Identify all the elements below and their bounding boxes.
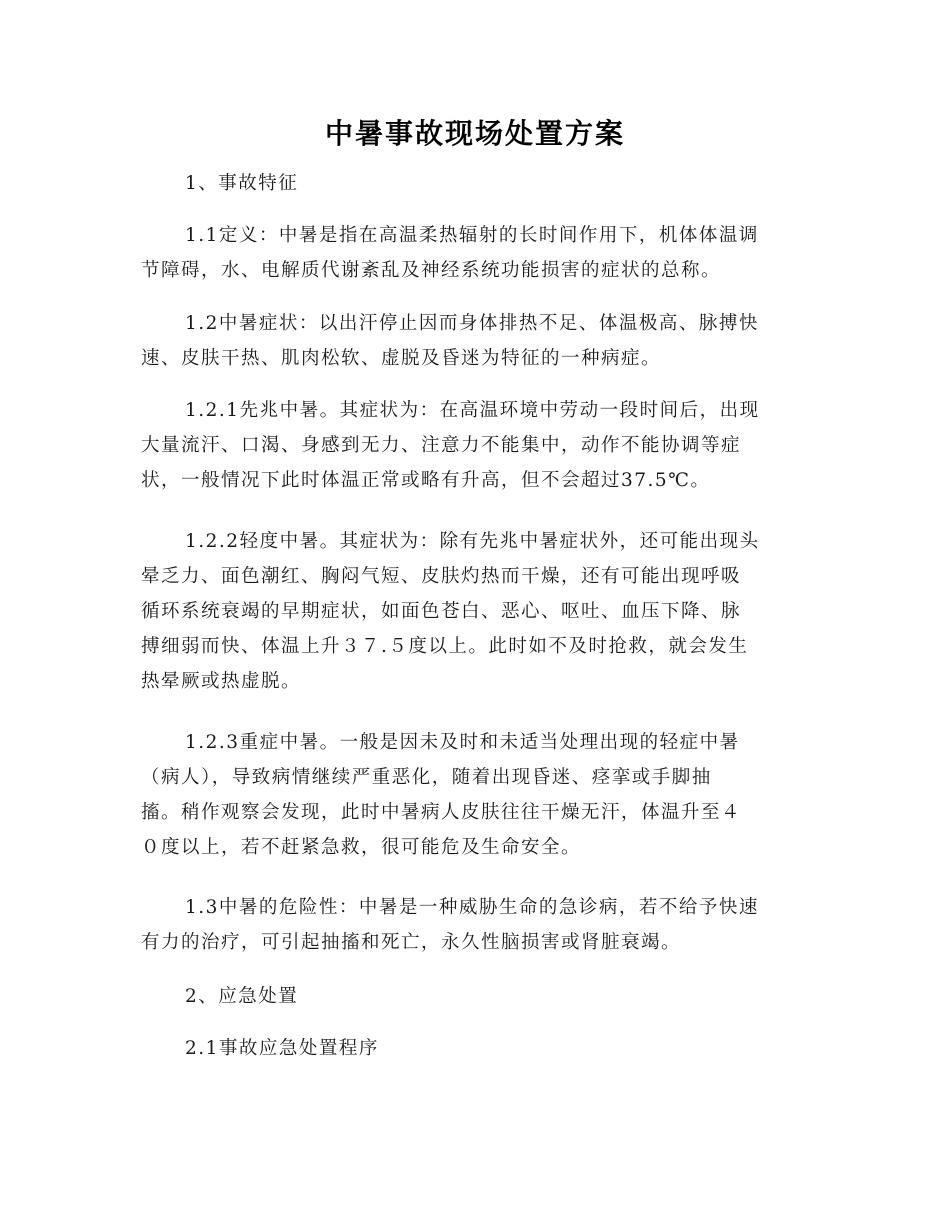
paragraph-line: 大量流汗、口渴、身感到无力、注意力不能集中，动作不能协调等症 xyxy=(141,435,742,456)
paragraph-1-2-2 xyxy=(141,524,811,699)
section-heading-2: 2、应急处置 xyxy=(185,986,299,1007)
paragraph-line: 热晕厥或热虚脱。 xyxy=(141,671,302,692)
paragraph-line: 节障碍，水、电解质代谢紊乱及神经系统功能损害的症状的总称。 xyxy=(141,260,722,281)
paragraph-line: 1.2.3重症中暑。一般是因未及时和未适当处理出现的轻症中暑 xyxy=(185,732,740,753)
paragraph-1-2 xyxy=(141,306,811,376)
paragraph-line: 搐。稍作观察会发现，此时中暑病人皮肤往往干燥无汗，体温升至４ xyxy=(141,802,742,823)
paragraph-line: 有力的治疗，可引起抽搐和死亡，永久性脑损害或肾脏衰竭。 xyxy=(141,932,682,953)
paragraph-line: 循环系统衰竭的早期症状，如面色苍白、恶心、呕吐、血压下降、脉 xyxy=(141,601,742,622)
paragraph-1-2-1 xyxy=(141,393,811,498)
paragraph-line: 1.1定义：中暑是指在高温柔热辐射的长时间作用下，机体体温调 xyxy=(185,225,759,246)
paragraph-line: 搏细弱而快、体温上升３７.５度以上。此时如不及时抢救，就会发生 xyxy=(141,636,749,657)
document-title: 中暑事故现场处置方案 xyxy=(324,117,625,150)
paragraph-line: 1.3中暑的危险性：中暑是一种威胁生命的急诊病，若不给予快速 xyxy=(185,897,759,918)
paragraph-1-3 xyxy=(141,890,811,960)
paragraph-line: 1.2.1先兆中暑。其症状为：在高温环境中劳动一段时间后，出现 xyxy=(185,400,760,421)
paragraph-line: （病人），导致病情继续严重恶化，随着出现昏迷、痉挛或手脚抽 xyxy=(141,767,712,788)
paragraph-line: 晕乏力、面色潮红、胸闷气短、皮肤灼热而干燥，还有可能出现呼吸 xyxy=(141,566,742,587)
paragraph-1-1 xyxy=(141,218,811,288)
paragraph-1-2-3 xyxy=(141,725,811,865)
section-heading-1: 1、事故特征 xyxy=(185,173,299,194)
section-heading-2-1: 2.1事故应急处置程序 xyxy=(185,1038,379,1059)
paragraph-line: 1.2中暑症状：以出汗停止因而身体排热不足、体温极高、脉搏快 xyxy=(185,313,759,334)
paragraph-line: 1.2.2轻度中暑。其症状为：除有先兆中暑症状外，还可能出现头 xyxy=(185,531,760,552)
paragraph-line: ０度以上，若不赶紧急救，很可能危及生命安全。 xyxy=(141,837,582,858)
paragraph-line: 速、皮肤干热、肌肉松软、虚脱及昏迷为特征的一种病症。 xyxy=(141,348,662,369)
paragraph-line: 状，一般情况下此时体温正常或略有升高，但不会超过37.5℃。 xyxy=(141,470,711,491)
